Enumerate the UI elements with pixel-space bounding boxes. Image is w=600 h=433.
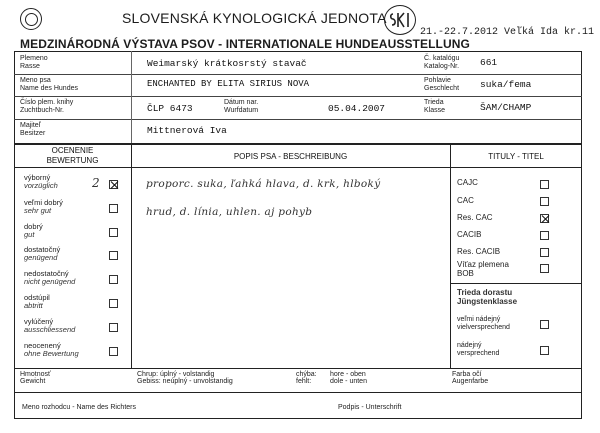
eye-color-label: Farba očí Augenfarbe <box>452 371 489 385</box>
organization-name: SLOVENSKÁ KYNOLOGICKÁ JEDNOTA <box>122 10 387 26</box>
ski-logo-icon <box>384 5 416 35</box>
owner-label: Majiteľ Besitzer <box>20 122 46 137</box>
grade-sufficient-checkbox[interactable] <box>109 251 118 260</box>
junior-promising: nádejný versprechend <box>457 342 500 357</box>
signature-label: Podpis - Unterschrift <box>338 404 402 411</box>
title-res-cac-checkbox[interactable] <box>540 214 549 223</box>
class-label: Trieda Klasse <box>424 99 446 114</box>
grade-sufficient: dostatočný genügend <box>24 245 61 262</box>
owner-value: Mittnerová Iva <box>147 125 227 136</box>
upper-lower-label: hore - oben dole - unten <box>330 371 367 385</box>
junior-very-promising: veľmi nádejný vielversprechend <box>457 316 510 331</box>
junior-very-promising-checkbox[interactable] <box>540 320 549 329</box>
birth-date-label: Dátum nar. Wurfdatum <box>224 99 259 114</box>
sex-value: suka/fema <box>480 79 532 90</box>
show-dates-stamp: 21.-22.7.2012 Veľká Ida kr.11 <box>420 27 595 38</box>
titles-heading: TITULY - TITEL <box>488 152 544 161</box>
catalog-number: 661 <box>480 57 498 68</box>
grade-good-checkbox[interactable] <box>109 228 118 237</box>
breed-label: Plemeno Rasse <box>20 55 48 70</box>
stud-book-value: ČLP 6473 <box>147 103 193 114</box>
grade-withdrawn-checkbox[interactable] <box>109 299 118 308</box>
sex-label: Pohlavie Geschlecht <box>424 77 460 92</box>
skj-logo-icon <box>20 8 42 30</box>
grade-not-evaluated-checkbox[interactable] <box>109 347 118 356</box>
title-bob-checkbox[interactable] <box>540 264 549 273</box>
title-cac: CAC <box>457 196 474 205</box>
grade-very-good-checkbox[interactable] <box>109 204 118 213</box>
catalog-label: Č. katalógu Katalog-Nr. <box>424 55 460 70</box>
placement-number: 2 <box>92 176 100 190</box>
show-title: MEDZINÁRODNÁ VÝSTAVA PSOV - INTERNATIONALE HUNDEAUSSTELLUNG <box>20 37 470 51</box>
title-cac-checkbox[interactable] <box>540 197 549 206</box>
grade-not-evaluated: neocenený ohne Bewertung <box>24 341 79 358</box>
teeth-label: Chrup: úplný - volstandig Gebiss: neúplný - unvolstandig <box>137 371 233 385</box>
title-res-cac: Res. CAC <box>457 213 493 222</box>
dog-name-value: ENCHANTED BY ELITA SIRIUS NOVA <box>147 79 310 89</box>
description-heading: POPIS PSA - BESCHREIBUNG <box>233 152 348 161</box>
title-cajc-checkbox[interactable] <box>540 180 549 189</box>
dog-name-label: Meno psa Name des Hundes <box>20 77 78 92</box>
title-cajc: CAJC <box>457 178 478 187</box>
junior-promising-checkbox[interactable] <box>540 346 549 355</box>
junior-class-heading: Trieda dorastu Jüngstenklasse <box>457 288 518 306</box>
title-res-cacib-checkbox[interactable] <box>540 248 549 257</box>
missing-teeth-label: chýba: fehlt: <box>296 371 317 385</box>
breed-value: Weimarský krátkosrstý stavač <box>147 58 307 69</box>
grade-insufficient-checkbox[interactable] <box>109 275 118 284</box>
grade-excellent-checkbox[interactable] <box>109 180 118 189</box>
grade-excellent: výborný vorzüglich <box>24 173 58 190</box>
title-cacib-checkbox[interactable] <box>540 231 549 240</box>
grade-disqualified-checkbox[interactable] <box>109 323 118 332</box>
stud-book-label: Číslo plem. knihy Zuchtbuch-Nr. <box>20 99 74 114</box>
birth-date-value: 05.04.2007 <box>328 103 386 114</box>
description-line-2: hrud, d. línia, uhlen. aj pohyb <box>146 206 313 218</box>
class-value: ŠAM/CHAMP <box>480 102 532 113</box>
title-cacib: CACIB <box>457 230 482 239</box>
grade-good: dobrý gut <box>24 222 43 239</box>
judge-name-label: Meno rozhodcu - Name des Richters <box>22 404 136 411</box>
title-res-cacib: Res. CACIB <box>457 247 501 256</box>
grade-very-good: veľmi dobrý sehr gut <box>24 198 63 215</box>
title-bob: Víťaz plemena BOB <box>457 260 509 278</box>
grade-insufficient: nedostatočný nicht genügend <box>24 269 76 286</box>
evaluation-heading: OCENENIE BEWERTUNG <box>46 146 99 165</box>
weight-label: Hmotnosť Gewicht <box>20 371 51 385</box>
grade-withdrawn: odstúpil abtritt <box>24 293 50 310</box>
grade-disqualified: vylúčený ausschliessend <box>24 317 76 334</box>
description-line-1: proporc. suka, ľahká hlava, d. krk, hlboký <box>146 178 381 190</box>
